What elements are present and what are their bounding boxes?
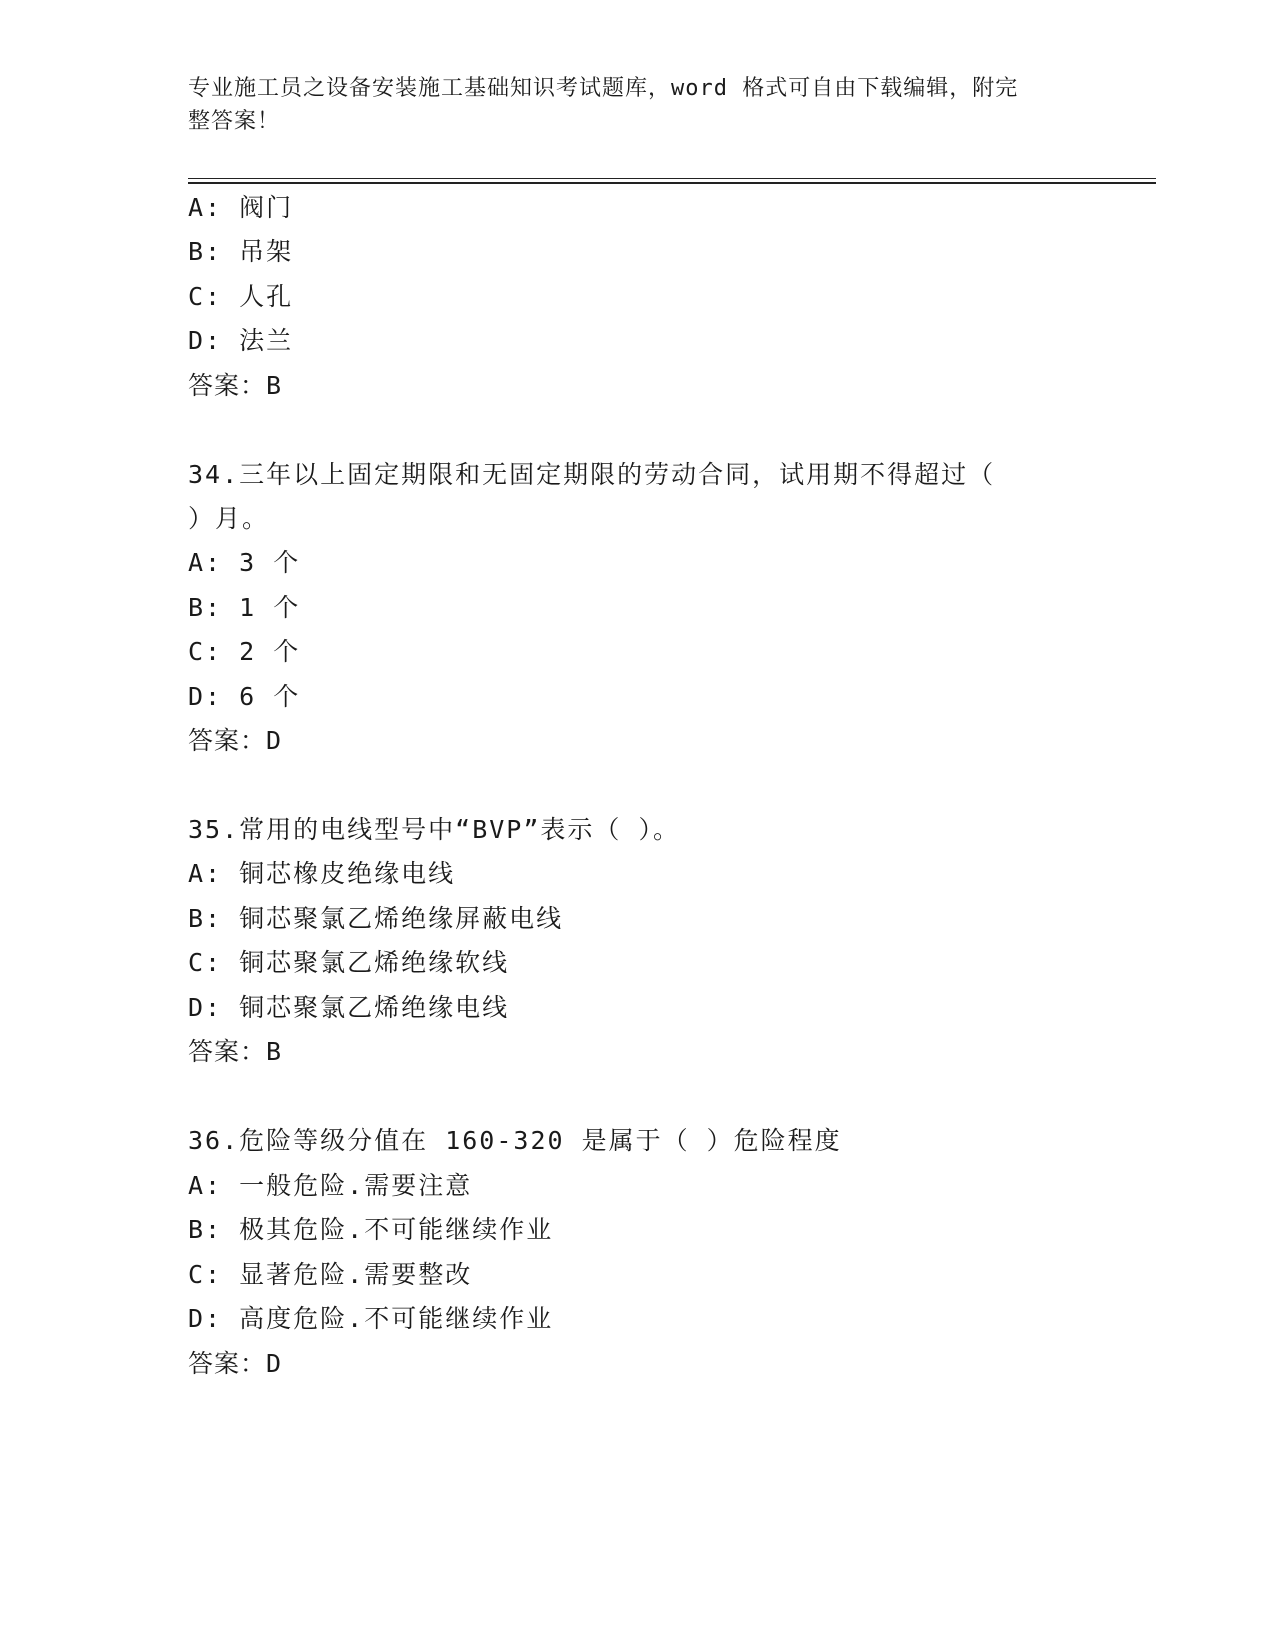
q33-option-c: C: 人孔 (188, 282, 294, 311)
q34-option-b: B: 1 个 (188, 593, 301, 622)
q34-answer: 答案：D (188, 726, 283, 755)
q34-option-a: A: 3 个 (188, 548, 301, 577)
q36-option-d: D: 高度危险.不可能继续作业 (188, 1304, 554, 1333)
q35-option-d: D: 铜芯聚氯乙烯绝缘电线 (188, 993, 510, 1022)
q35-answer: 答案：B (188, 1037, 283, 1066)
header-divider-bottom (188, 182, 1156, 184)
q35-option-b: B: 铜芯聚氯乙烯绝缘屏蔽电线 (188, 904, 564, 933)
q33-answer: 答案：B (188, 371, 283, 400)
q36-stem: 36.危险等级分值在 160-320 是属于（ ）危险程度 (188, 1126, 842, 1155)
q33-option-b: B: 吊架 (188, 237, 294, 266)
q36-option-a: A: 一般危险.需要注意 (188, 1171, 473, 1200)
q34-stem-line-1: 34.三年以上固定期限和无固定期限的劳动合同，试用期不得超过（ (188, 460, 996, 489)
q33-option-d: D: 法兰 (188, 326, 294, 355)
document-header (188, 72, 1068, 138)
q36-answer: 答案：D (188, 1349, 283, 1378)
q36-option-b: B: 极其危险.不可能继续作业 (188, 1215, 554, 1244)
q36-option-c: C: 显著危险.需要整改 (188, 1260, 473, 1289)
header-divider-top (188, 178, 1156, 179)
q35-stem: 35.常用的电线型号中“BVP”表示（ ）。 (188, 815, 680, 844)
q35-option-a: A: 铜芯橡皮绝缘电线 (188, 859, 456, 888)
q34-stem-line-2: ）月。 (188, 504, 270, 533)
q34-option-c: C: 2 个 (188, 637, 301, 666)
q33-option-a: A: 阀门 (188, 193, 294, 222)
header-line-2: 整答案！ (188, 109, 281, 134)
q35-option-c: C: 铜芯聚氯乙烯绝缘软线 (188, 948, 510, 977)
q34-option-d: D: 6 个 (188, 682, 301, 711)
header-line-1: 专业施工员之设备安装施工基础知识考试题库，word 格式可自由下载编辑，附完 (188, 76, 1019, 101)
